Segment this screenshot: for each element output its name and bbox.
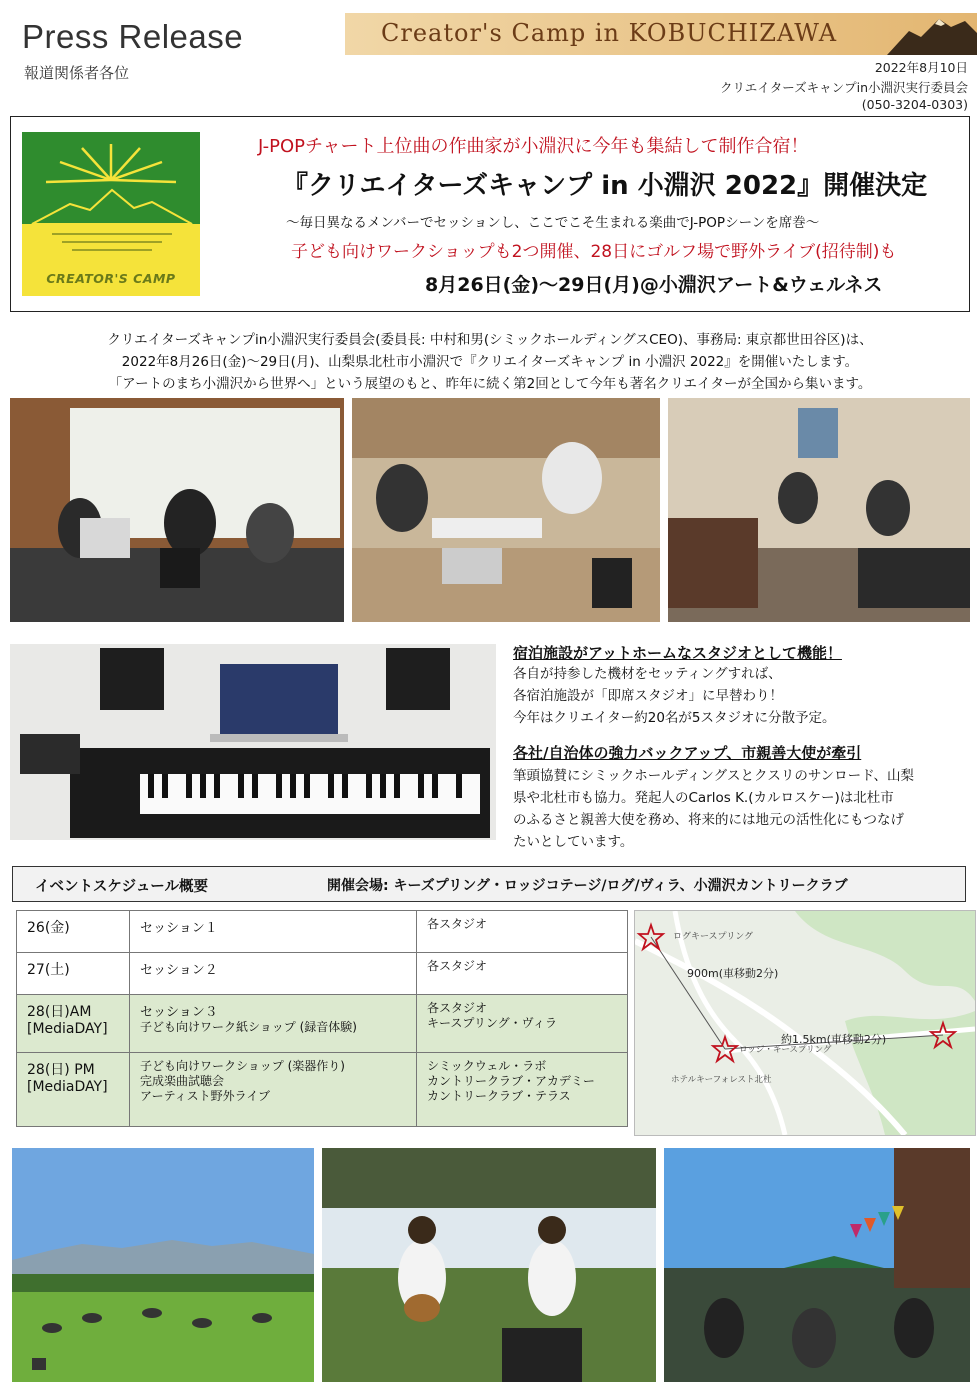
schedule-title: イベントスケジュール概要	[35, 879, 208, 895]
keyboard-photo	[10, 644, 496, 840]
section2-title: 各社/自治体の強力バックアップ、市親善大使が牽引	[513, 744, 862, 762]
section2-line2: 県や北杜市も協力。発起人のCarlos K.(カルロスケー)は北杜市	[513, 790, 894, 806]
studio-photo-2	[352, 398, 660, 622]
mountain-icon	[887, 13, 977, 55]
headline-workshop: 子ども向けワークショップも2つ開催、28日にゴルフ場で野外ライブ(招待制)も	[291, 242, 897, 262]
schedule-venue: 開催会場: キーズプリング・ロッジコテージ/ログ/ヴィラ、小淵沢カントリークラブ	[327, 878, 848, 894]
map-label-hotel: ホテルキーフォレスト北杜	[671, 1075, 772, 1085]
intro-line2: 2022年8月26日(金)～29日(月)、山梨県北杜市小淵沢で『クリエイターズキャンプ in 小淵沢 2022』を開催いたします。	[121, 354, 859, 370]
section2-line4: たいとしています。	[513, 834, 634, 850]
section1-line1: 各自が持参した機材をセッティングすれば、	[513, 666, 782, 682]
schedule-row	[17, 995, 628, 1053]
map-distance-2: 約1.5km(車移動2分)	[781, 1033, 887, 1046]
schedule-place: 各スタジオ キースプリング・ヴィラ	[417, 995, 628, 1053]
schedule-event: セッション２	[130, 953, 417, 995]
schedule-place: 各スタジオ	[417, 911, 628, 953]
schedule-event: 子ども向けワークショップ (楽器作り) 完成楽曲試聴会 アーティスト野外ライブ	[130, 1053, 417, 1127]
schedule-header	[12, 866, 966, 902]
map-label-mid: ロッジ・キースプリング	[739, 1045, 832, 1055]
venue-map[interactable]	[634, 910, 976, 1136]
schedule-day: 26(金)	[17, 911, 130, 953]
intro-line1: クリエイターズキャンプin小淵沢実行委員会(委員長: 中村和男(シミックホールディングスCEO)、事務局: 東京都世田谷区)は、	[107, 332, 873, 348]
schedule-row	[17, 911, 628, 953]
event-banner	[345, 13, 977, 55]
headline-line1: J-POPチャート上位曲の作曲家が小淵沢に今年も集結して制作合宿！	[258, 136, 809, 157]
schedule-table	[16, 910, 628, 1127]
studio-photo-3	[668, 398, 970, 622]
phone-number: (050-3204-0303)	[861, 97, 968, 112]
schedule-row	[17, 1053, 628, 1127]
headline-subtitle: ～毎日異なるメンバーでセッションし、ここでこそ生まれる楽曲でJ-POPシーンを席巻～	[286, 215, 820, 231]
schedule-event: セッション３ 子ども向けワーク紙ショップ (録音体験)	[130, 995, 417, 1053]
organizer: クリエイターズキャンプin小淵沢実行委員会	[719, 80, 968, 95]
schedule-day: 28(日)AM [MediaDAY]	[17, 995, 130, 1053]
terrace-photo	[664, 1148, 970, 1382]
schedule-day: 28(日) PM [MediaDAY]	[17, 1053, 130, 1127]
section2-line3: のふるさと親善大使を務め、将来的には地元の活性化にもつなげ	[513, 812, 904, 828]
banner-title: Creator's Camp in KOBUCHIZAWA	[381, 19, 838, 47]
schedule-place: シミックウェル・ラボ カントリークラブ・アカデミー カントリークラブ・テラス	[417, 1053, 628, 1127]
section1-line3: 今年はクリエイター約20名が5スタジオに分散予定。	[513, 710, 836, 726]
section1-title: 宿泊施設がアットホームなスタジオとして機能！	[513, 644, 842, 662]
studio-photo-1	[10, 398, 344, 622]
headline-dates: 8月26日(金)～29日(月)@小淵沢アート&ウェルネス	[425, 274, 883, 296]
section2-line1: 筆頭協賛にシミックホールディングスとクスリのサンロード、山梨	[513, 768, 914, 784]
headline-main: 『クリエイターズキャンプ in 小淵沢 2022』開催決定	[282, 171, 928, 201]
map-label-lodge: ログキースプリング	[673, 932, 754, 942]
schedule-day: 27(土)	[17, 953, 130, 995]
map-distance-1: 900m(車移動2分)	[687, 967, 779, 980]
yoga-photo	[12, 1148, 314, 1382]
creators-camp-logo	[22, 132, 200, 296]
section1-line2: 各宿泊施設が「即席スタジオ」に早替わり！	[513, 688, 783, 704]
live-photo	[322, 1148, 656, 1382]
release-date: 2022年8月10日	[874, 60, 968, 75]
intro-line3: 「アートのまち小淵沢から世界へ」という展望のもと、昨年に続く第2回として今年も著名クリエイターが全国から集います。	[108, 376, 872, 392]
schedule-event: セッション１	[130, 911, 417, 953]
press-release-title: Press Release	[22, 18, 244, 55]
schedule-place: 各スタジオ	[417, 953, 628, 995]
logo-text: CREATOR'S CAMP	[46, 271, 176, 286]
schedule-row	[17, 953, 628, 995]
recipients-text: 報道関係者各位	[24, 64, 130, 82]
